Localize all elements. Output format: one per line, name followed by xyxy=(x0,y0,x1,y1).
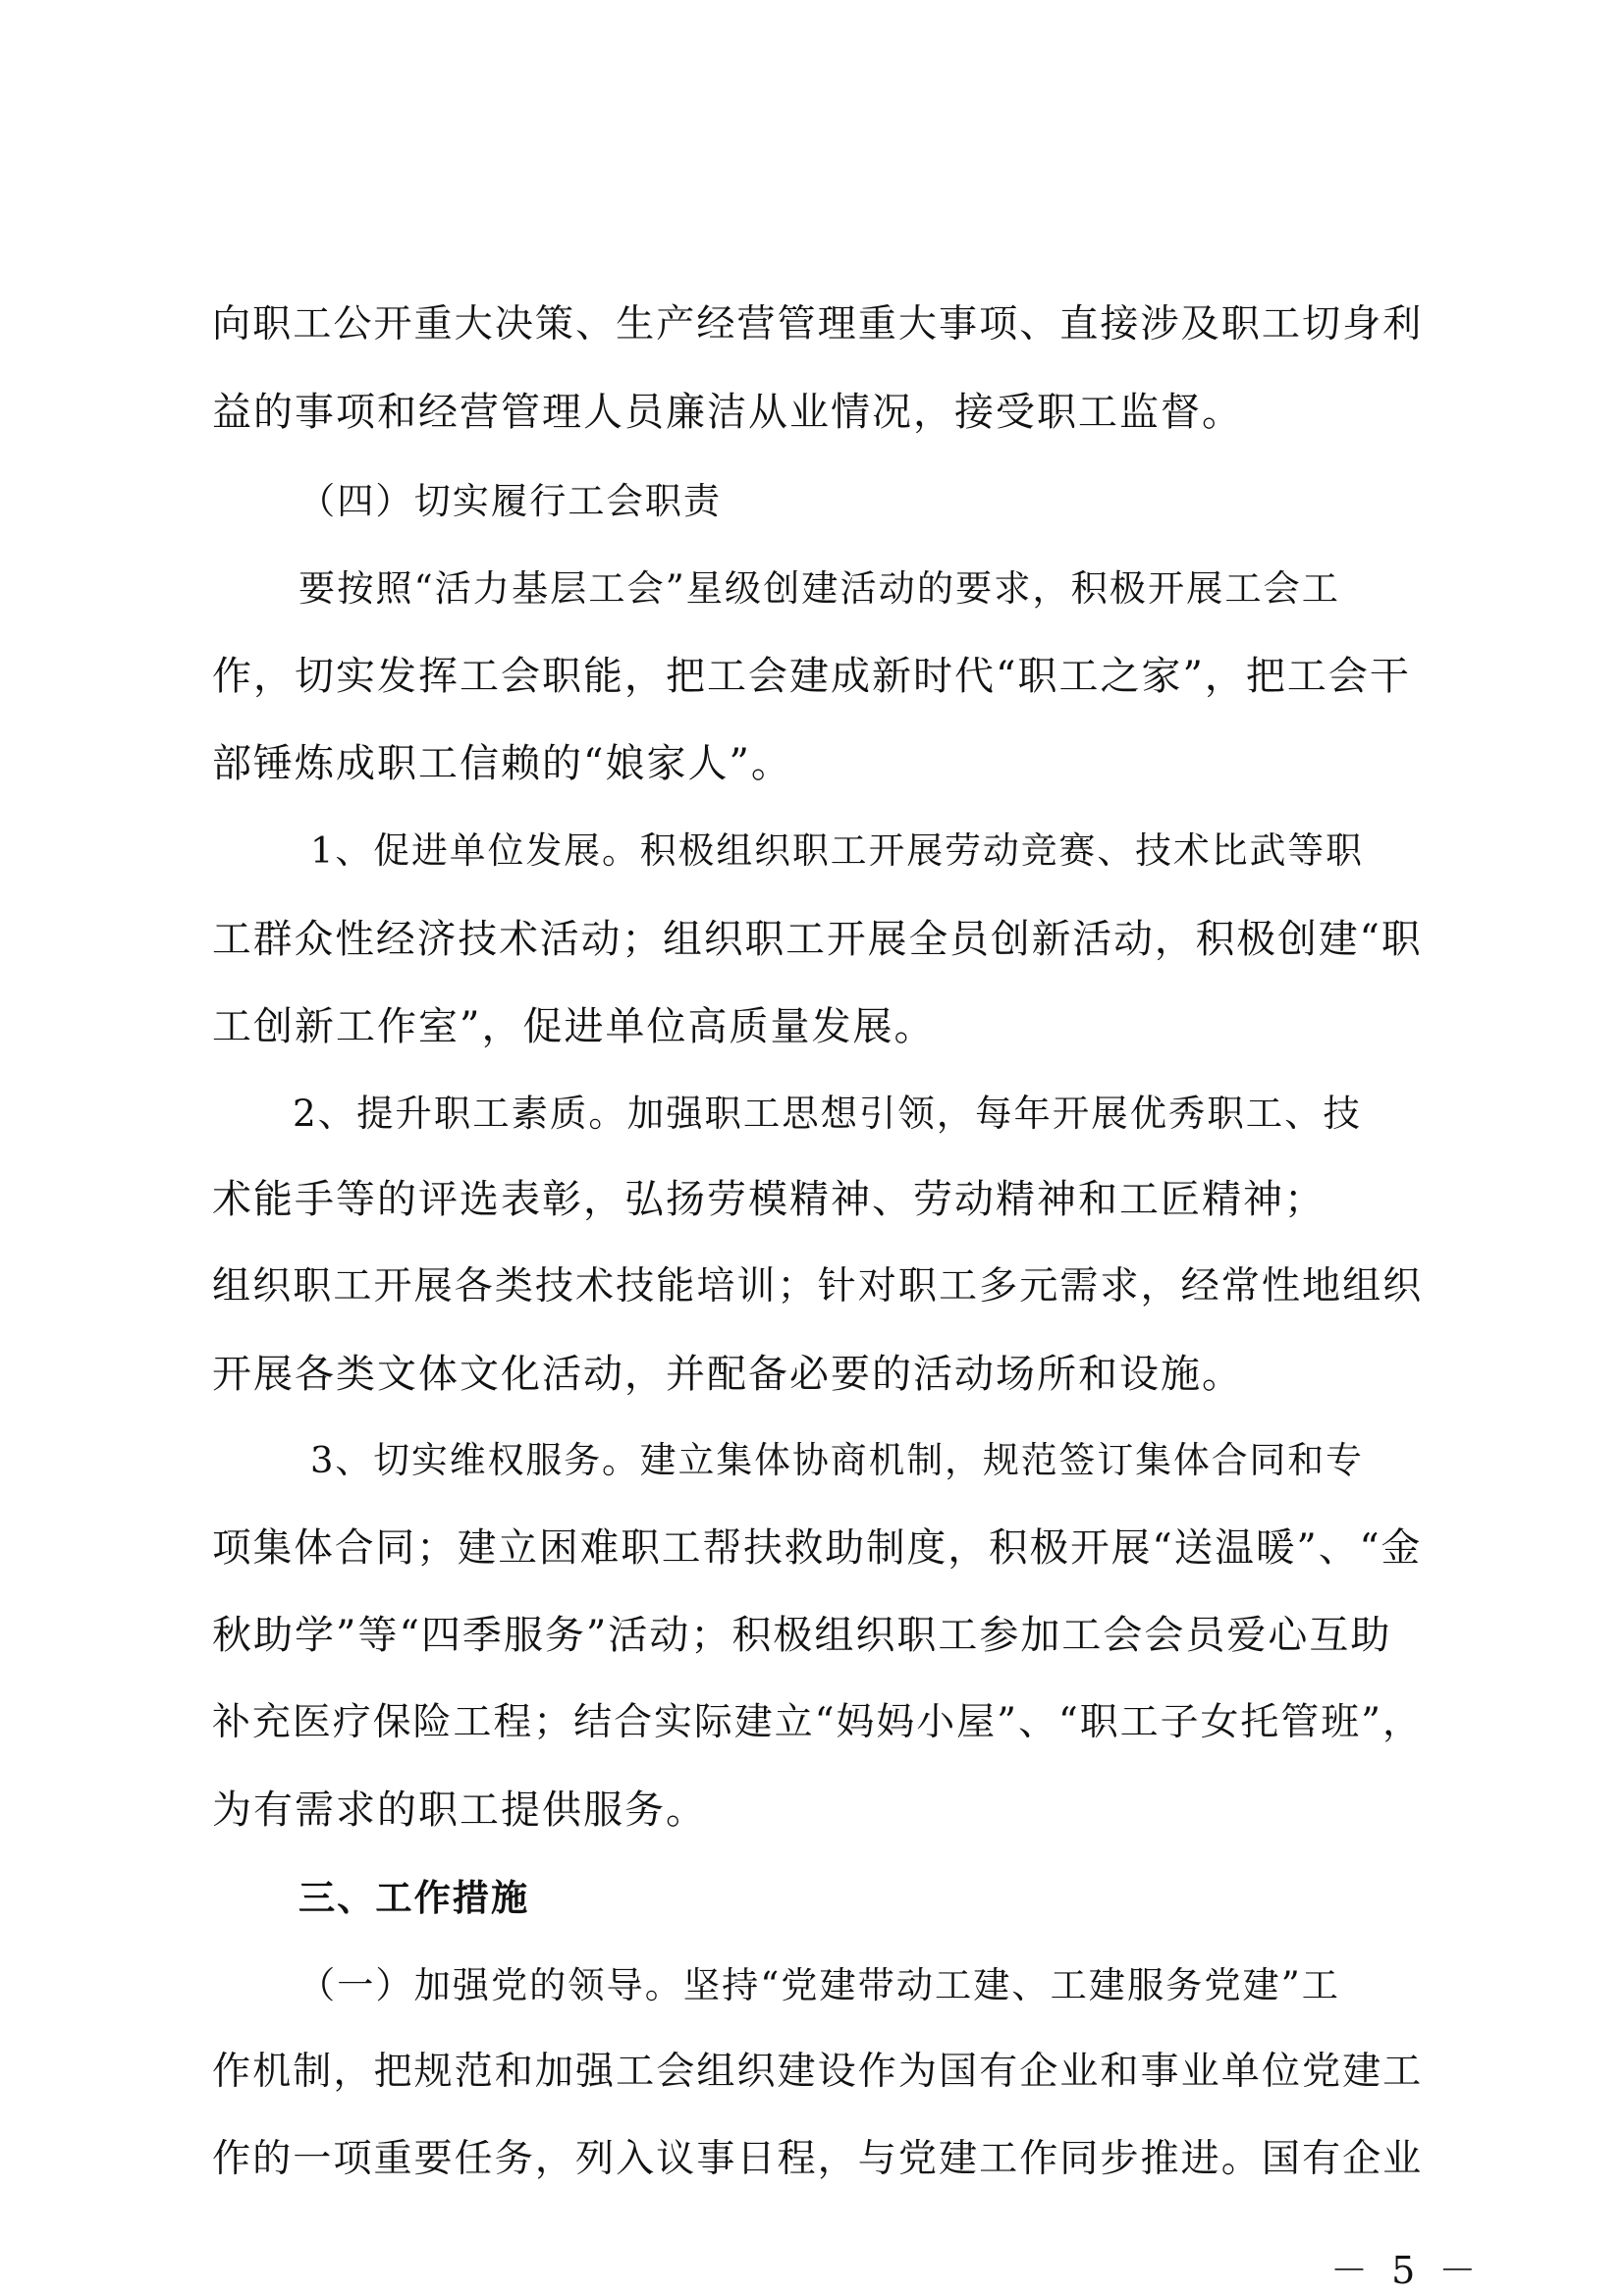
body-text-line: 组织职工开展各类技术技能培训；针对职工多元需求，经常性地组织 xyxy=(212,1264,1424,1308)
body-text-line: 益的事项和经营管理人员廉洁从业情况，接受职工监督。 xyxy=(212,390,1243,435)
body-text-line: 补充医疗保险工程；结合实际建立“妈妈小屋”、“职工子女托管班”， xyxy=(212,1700,1423,1744)
body-text-line: 作机制，把规范和加强工会组织建设作为国有企业和事业单位党建工 xyxy=(212,2050,1424,2094)
body-text-line: 作，切实发挥工会职能，把工会建成新时代“职工之家”，把工会干 xyxy=(212,654,1411,699)
numbered-item-3: 3、切实维权服务。建立集体协商机制，规范签订集体合同和专 xyxy=(310,1439,1364,1481)
paragraph-start-line: 要按照“活力基层工会”星级创建活动的要求，积极开展工会工 xyxy=(298,566,1340,610)
body-text-line: 开展各类文体文化活动，并配备必要的活动场所和设施。 xyxy=(212,1352,1243,1397)
body-text-line: 部锤炼成职工信赖的“娘家人”。 xyxy=(212,741,792,786)
body-text-line: 作的一项重要任务，列入议事日程，与党建工作同步推进。国有企业 xyxy=(212,2137,1424,2181)
page-number: － 5 － xyxy=(1330,2249,1483,2292)
numbered-item-2: 2、提升职工素质。加强职工思想引领，每年开展优秀职工、技 xyxy=(293,1092,1362,1135)
body-text-line: 向职工公开重大决策、生产经营管理重大事项、直接涉及职工切身利 xyxy=(212,302,1424,347)
body-text-line: 项集体合同；建立困难职工帮扶救助制度，积极开展“送温暖”、“金 xyxy=(212,1525,1423,1571)
paragraph-start-line: （一）加强党的领导。坚持“党建带动工建、工建服务党建”工 xyxy=(298,1963,1340,2006)
chapter-heading: 三、工作措施 xyxy=(298,1876,530,1919)
body-text-line: 工创新工作室”，促进单位高质量发展。 xyxy=(212,1004,936,1049)
numbered-item-1: 1、促进单位发展。积极组织职工开展劳动竞赛、技术比武等职 xyxy=(310,829,1364,872)
body-text-line: 工群众性经济技术活动；组织职工开展全员创新活动，积极创建“职 xyxy=(212,917,1423,962)
section-heading: （四）切实履行工会职责 xyxy=(298,479,723,522)
body-text-line: 术能手等的评选表彰，弘扬劳模精神、劳动精神和工匠精神； xyxy=(212,1177,1326,1222)
body-text-line: 为有需求的职工提供服务。 xyxy=(212,1788,707,1833)
body-text-line: 秋助学”等“四季服务”活动；积极组织职工参加工会会员爱心互助 xyxy=(212,1613,1392,1658)
